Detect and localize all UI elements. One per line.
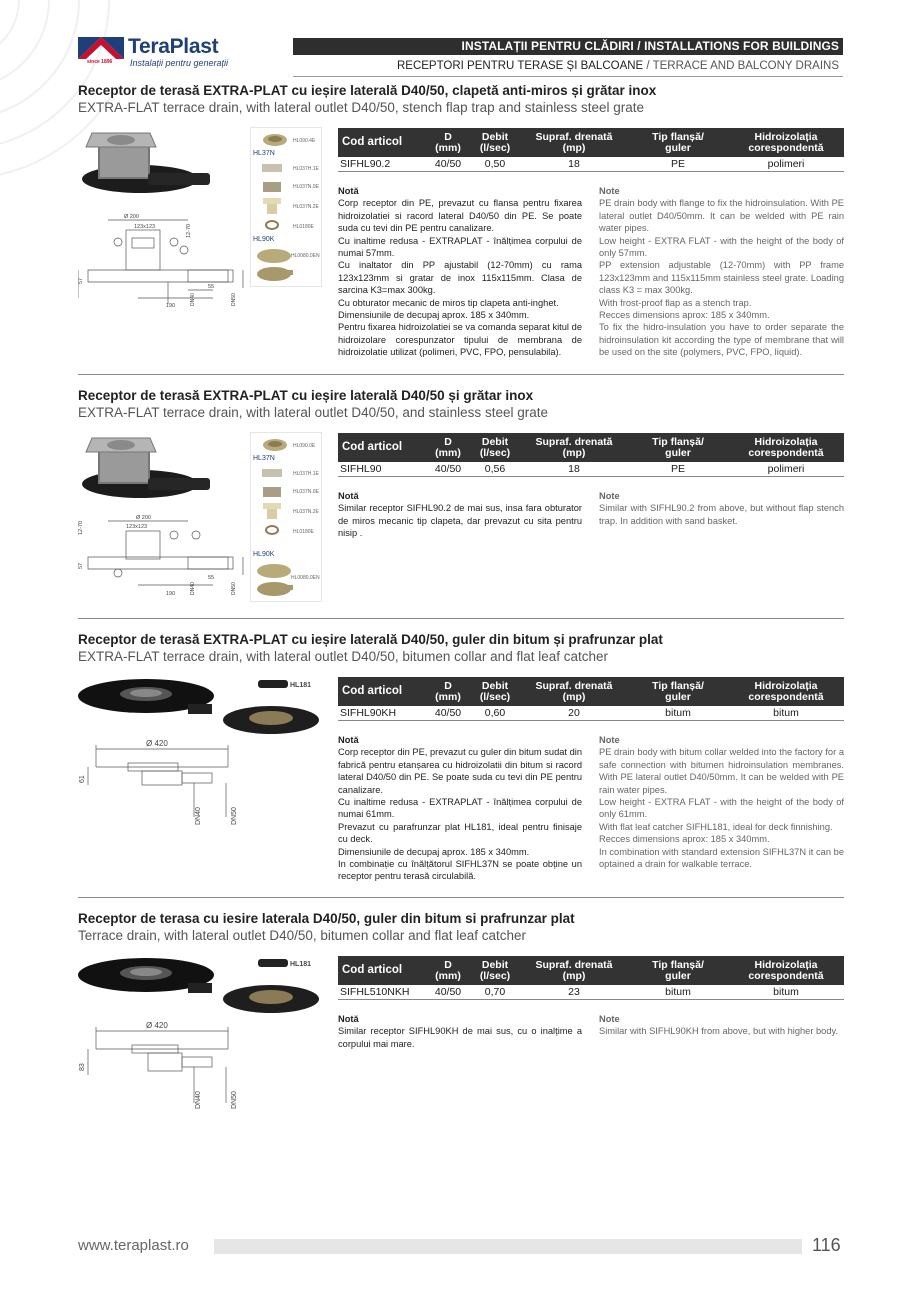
technical-drawing	[78, 1019, 248, 1111]
cell-d: 40/50	[426, 157, 470, 172]
col-hydro: Hidroizolația corespondentă	[728, 956, 844, 985]
col-flange: Tip flanșă/ guler	[628, 128, 728, 157]
cell-debit: 0,56	[470, 462, 520, 477]
cell-flange: PE	[628, 462, 728, 477]
product-photo-drain-grate	[78, 127, 218, 207]
section-title-ro: Receptor de terasă EXTRA-PLAT cu ieșire laterală D40/50, guler din bitum și prafrunzar plat	[78, 632, 663, 647]
note-line: Similar with SIFHL90.2 from above, but without flap stench trap. In addition with sand basket.	[599, 503, 844, 526]
technical-drawing	[78, 513, 248, 598]
col-hydro: Hidroizolația corespondentă	[728, 433, 844, 462]
dim-grate: 123x123	[126, 524, 148, 530]
cell-surface: 23	[520, 985, 628, 1000]
dim-diameter: Ø 200	[136, 515, 151, 521]
note-line: Prevazut cu parafrunzar plat HL181, ideal pentru finisaje cu deck.	[338, 821, 582, 845]
note-line: Similar receptor SIFHL90KH de mai sus, cu o inalțime a corpului mai mare.	[338, 1026, 582, 1049]
dim-grate: 123x123	[134, 224, 156, 230]
part-code: HL0180E	[293, 529, 314, 535]
col-d: D (mm)	[426, 433, 470, 462]
part-code: HL0080.0EN	[291, 253, 320, 259]
cell-d: 40/50	[426, 706, 470, 721]
grate-part-icon	[261, 437, 289, 453]
section-title-en: EXTRA-FLAT terrace drain, with lateral outlet D40/50, stench flap trap and stainless steel grate	[78, 100, 645, 115]
note-line: Cu inaltime redusa - EXTRAPLAT - înălțimea corpului de numai 61mm.	[338, 797, 582, 820]
col-flange: Tip flanșă/ guler	[628, 433, 728, 462]
note-line: In combination with standard extension SIFHL37N it can be optained a drain for walkable terrace.	[599, 846, 844, 870]
col-surface: Supraf. drenată (mp)	[520, 677, 628, 706]
note-line: Dimensiunile de decupaj aprox. 185 x 340mm.	[338, 310, 530, 321]
brand-slogan: Instalații pentru generații	[130, 58, 229, 68]
col-surface: Supraf. drenată (mp)	[520, 128, 628, 157]
section-title-ro: Receptor de terasa cu iesire laterala D40/50, guler din bitum si prafrunzar plat	[78, 911, 575, 926]
part-group-label: HL90K	[253, 551, 275, 558]
cell-d: 40/50	[426, 462, 470, 477]
cell-flange: PE	[628, 157, 728, 172]
page-number: 116	[812, 1235, 841, 1255]
part-group-label: HL37N	[253, 150, 275, 157]
col-code: Cod articol	[338, 677, 426, 706]
dim-diameter: Ø 420	[146, 739, 168, 748]
note-line: Dimensiunile de decupaj aprox. 185 x 340mm.	[338, 846, 530, 857]
cell-hydro: bitum	[728, 985, 844, 1000]
note-title-ro: Notă	[338, 1014, 359, 1024]
dim-diameter: Ø 420	[146, 1021, 168, 1030]
note-title-ro: Notă	[338, 735, 359, 745]
part-code: HL181	[290, 961, 312, 968]
part-code: HL037N.2E	[293, 509, 319, 515]
table-row	[338, 706, 844, 721]
cell-flange: bitum	[628, 706, 728, 721]
note-line: Cu obturator mecanic de miros tip clapeta anti-inghet.	[338, 297, 559, 308]
col-surface: Supraf. drenată (mp)	[520, 956, 628, 985]
dim-dn50: DN50	[231, 293, 237, 306]
dim-diameter: Ø 200	[124, 214, 139, 220]
col-debit: Debit (l/sec)	[470, 956, 520, 985]
technical-drawing	[78, 737, 248, 827]
col-surface: Supraf. drenată (mp)	[520, 433, 628, 462]
note-title-en: Note	[599, 735, 620, 745]
note-line: Low height - EXTRA FLAT - with the height of the body of only 57mm.	[599, 235, 844, 259]
note-title-en: Note	[599, 1014, 620, 1024]
cell-surface: 18	[520, 157, 628, 172]
spec-table	[338, 433, 844, 477]
note-line: PE drain body with bitum collar welded into the factory for a safe connection with bitumen hidroinsulation membranes. With PE lateral outlet D40/50mm. It can be welded with PE rain water pipes.	[599, 747, 844, 795]
part-code: HL037H.1E	[293, 166, 319, 172]
dim-length: 190	[166, 591, 176, 597]
brand-name: TeraPlast	[128, 35, 219, 58]
part-code: HL0080.0EN	[291, 575, 320, 581]
ring-part-icon	[259, 218, 285, 232]
dim-dn40: DN40	[190, 582, 196, 595]
cell-hydro: polimeri	[728, 157, 844, 172]
part-code: HL181	[290, 682, 312, 689]
part-group-label: HL37N	[253, 455, 275, 462]
cell-flange: bitum	[628, 985, 728, 1000]
component-parts	[250, 127, 322, 287]
dim-outlet-length: 55	[208, 575, 215, 581]
note-line: Similar with SIFHL90KH from above, but with higher body.	[599, 1026, 839, 1037]
cell-d: 40/50	[426, 985, 470, 1000]
dim-dn50: DN50	[231, 582, 237, 595]
plate-part-icon	[259, 485, 285, 499]
dim-dn40: DN40	[190, 293, 196, 306]
note-line: Recces dimensions aprox: 185 x 340mm.	[599, 310, 770, 321]
col-code: Cod articol	[338, 433, 426, 462]
table-row	[338, 462, 844, 477]
cell-surface: 18	[520, 462, 628, 477]
section-title-ro: Receptor de terasă EXTRA-PLAT cu ieșire laterală D40/50, clapetă anti-miros și grătar inox	[78, 83, 657, 98]
product-photo-drain-grate	[78, 432, 218, 512]
spec-table	[338, 128, 844, 172]
product-section	[78, 632, 844, 892]
footer-website-link[interactable]: www.teraplast.ro	[78, 1237, 189, 1254]
cell-debit: 0,60	[470, 706, 520, 721]
cell-code: SIFHL90.2	[338, 157, 426, 172]
note-line: With flat leaf catcher SIFHL181, ideal for deck finnishing.	[599, 821, 833, 832]
note-ro	[338, 490, 582, 540]
note-ro	[338, 734, 582, 883]
note-title-en: Note	[599, 491, 620, 501]
brand-since: since 1896	[87, 59, 113, 65]
part-code: HL037N.0E	[293, 184, 319, 190]
product-photo-bitumen-drain	[78, 955, 328, 1015]
cell-debit: 0,50	[470, 157, 520, 172]
col-d: D (mm)	[426, 128, 470, 157]
dim-body-height: 57	[78, 562, 84, 569]
section-title-en: EXTRA-FLAT terrace drain, with lateral outlet D40/50, bitumen collar and flat leaf catcher	[78, 649, 609, 664]
note-en	[599, 185, 844, 359]
product-photo-bitumen-drain	[78, 676, 328, 736]
table-row	[338, 157, 844, 172]
note-line: Low height - EXTRA FLAT - with the height of the body of only 61mm.	[599, 797, 844, 820]
part-code: HL037H.1E	[293, 471, 319, 477]
note-line: With frost-proof flap as a stench trap.	[599, 297, 752, 308]
dim-dn40: DN40	[195, 807, 202, 825]
note-title-ro: Notă	[338, 491, 359, 501]
note-en	[599, 1013, 844, 1038]
col-debit: Debit (l/sec)	[470, 433, 520, 462]
section-divider	[78, 618, 844, 619]
part-group-label: HL90K	[253, 236, 275, 243]
note-line: Pentru fixarea hidroizolatiei se va comanda separat kitul de hidroizolare corespunzator tipului de membrana de hidroizolatie utilizat (polimeri, PVC, FPO, pensulabila).	[338, 322, 582, 358]
dim-dn50: DN50	[231, 807, 238, 825]
header-divider	[293, 76, 843, 77]
col-flange: Tip flanșă/ guler	[628, 956, 728, 985]
note-ro	[338, 185, 582, 359]
section-title-ro: Receptor de terasă EXTRA-PLAT cu ieșire laterală D40/50 și grătar inox	[78, 388, 534, 403]
col-debit: Debit (l/sec)	[470, 128, 520, 157]
frame-part-icon	[259, 467, 285, 479]
footer-bar	[214, 1239, 802, 1254]
col-d: D (mm)	[426, 677, 470, 706]
dim-dn40: DN40	[195, 1091, 202, 1109]
cell-surface: 20	[520, 706, 628, 721]
note-line: Corp receptor din PE, prevazut cu guler din bitum sudat din fabrică pentru etanșarea cu hidroizolatii din bitum si racord lateral D40/50 din PE. Se poate suda cu tevi din PE pentru canalizare.	[338, 747, 582, 795]
dim-body-height: 83	[79, 1063, 86, 1071]
technical-drawing	[78, 208, 248, 308]
note-line: PE drain body with flange to fix the hidroinsulation. With PE lateral outlet D40/50mm. It can be welded with PE rain water pipes.	[599, 198, 844, 234]
subcategory-header	[293, 59, 843, 73]
note-title-ro: Notă	[338, 186, 359, 196]
cell-hydro: bitum	[728, 706, 844, 721]
extension-part-icon	[259, 196, 285, 216]
cell-hydro: polimeri	[728, 462, 844, 477]
subcategory-en: TERRACE AND BALCONY DRAINS	[652, 60, 839, 72]
category-header: INSTALAȚII PENTRU CLĂDIRI / INSTALLATIONS FOR BUILDINGS	[293, 38, 843, 55]
part-code: HL090.4E	[293, 138, 316, 144]
logo-roof-icon	[78, 35, 124, 61]
subcategory-separator: /	[643, 60, 653, 72]
note-line: Cu inaltator din PP ajustabil (12-70mm) cu rama 123x123mm si gratar de inox 115x115mm. Clasa de sarcina K3=max 300kg.	[338, 260, 582, 296]
dim-extension: 12-70	[186, 223, 192, 238]
col-code: Cod articol	[338, 128, 426, 157]
note-line: To fix the hidro-insulation you have to order separate the hidroinsulation kit according the type of membrane that will be used on the site (polymers, PVC, FPO, liquid).	[599, 322, 844, 358]
cell-code: SIFHL510NKH	[338, 985, 426, 1000]
note-line: Recces dimensions aprox: 185 x 340mm.	[599, 834, 770, 845]
col-code: Cod articol	[338, 956, 426, 985]
note-line: PP extension adjustable (12-70mm) with PP frame 123x123mm and 115x115mm stainless steel grate. Loading class K3 = max 300kg.	[599, 260, 844, 296]
subcategory-ro: RECEPTORI PENTRU TERASE ȘI BALCOANE	[396, 60, 644, 72]
col-d: D (mm)	[426, 956, 470, 985]
spec-table	[338, 677, 844, 721]
part-code: HL037N.2E	[293, 204, 319, 210]
ring-part-icon	[259, 523, 285, 537]
frame-part-icon	[259, 162, 285, 174]
section-divider	[78, 374, 844, 375]
section-divider	[78, 897, 844, 898]
col-flange: Tip flanșă/ guler	[628, 677, 728, 706]
product-section	[78, 83, 844, 373]
note-line: Cu inaltime redusa - EXTRAPLAT - înălțimea corpului de numai 57mm.	[338, 235, 582, 259]
plate-part-icon	[259, 180, 285, 194]
note-ro	[338, 1013, 582, 1050]
part-code: HL0180E	[293, 224, 314, 230]
spec-table	[338, 956, 844, 1000]
extension-part-icon	[259, 501, 285, 521]
col-hydro: Hidroizolația corespondentă	[728, 677, 844, 706]
kit-part-icon	[255, 561, 293, 599]
part-code: HL090.0E	[293, 443, 316, 449]
kit-part-icon	[255, 246, 293, 284]
dim-dn50: DN50	[231, 1091, 238, 1109]
component-parts	[250, 432, 322, 602]
note-line: Corp receptor din PE, prevazut cu flansa pentru fixarea hidroizolatiei si racord lateral D40/50 din PE. Se poate suda cu tevi din PE pentru canalizare.	[338, 198, 582, 234]
note-en	[599, 490, 844, 527]
part-code: HL037N.0E	[293, 489, 319, 495]
dim-extension: 12-70	[78, 520, 84, 535]
dim-body-height: 57	[78, 277, 84, 284]
teraplast-logo[interactable]	[78, 35, 248, 69]
dim-body-height: 61	[79, 775, 86, 783]
note-line: In combinație cu înălțătorul SIFHL37N se poate obține un receptor pentru terasă circulabilă.	[338, 859, 582, 882]
product-section	[78, 388, 844, 613]
section-title-en: EXTRA-FLAT terrace drain, with lateral outlet D40/50, and stainless steel grate	[78, 405, 548, 420]
cell-code: SIFHL90	[338, 462, 426, 477]
section-title-en: Terrace drain, with lateral outlet D40/50, bitumen collar and flat leaf catcher	[78, 928, 526, 943]
note-line: Similar receptor SIFHL90.2 de mai sus, insa fara obturator de miros mecanic tip clapeta, dar prevazut cu sita pentru nisip .	[338, 503, 582, 539]
table-row	[338, 985, 844, 1000]
cell-debit: 0,70	[470, 985, 520, 1000]
grate-part-icon	[261, 132, 289, 148]
col-hydro: Hidroizolația corespondentă	[728, 128, 844, 157]
cell-code: SIFHL90KH	[338, 706, 426, 721]
note-en	[599, 734, 844, 870]
col-debit: Debit (l/sec)	[470, 677, 520, 706]
dim-outlet-length: 55	[208, 284, 215, 290]
dim-length: 190	[166, 303, 176, 308]
note-title-en: Note	[599, 186, 620, 196]
product-section	[78, 911, 844, 1111]
